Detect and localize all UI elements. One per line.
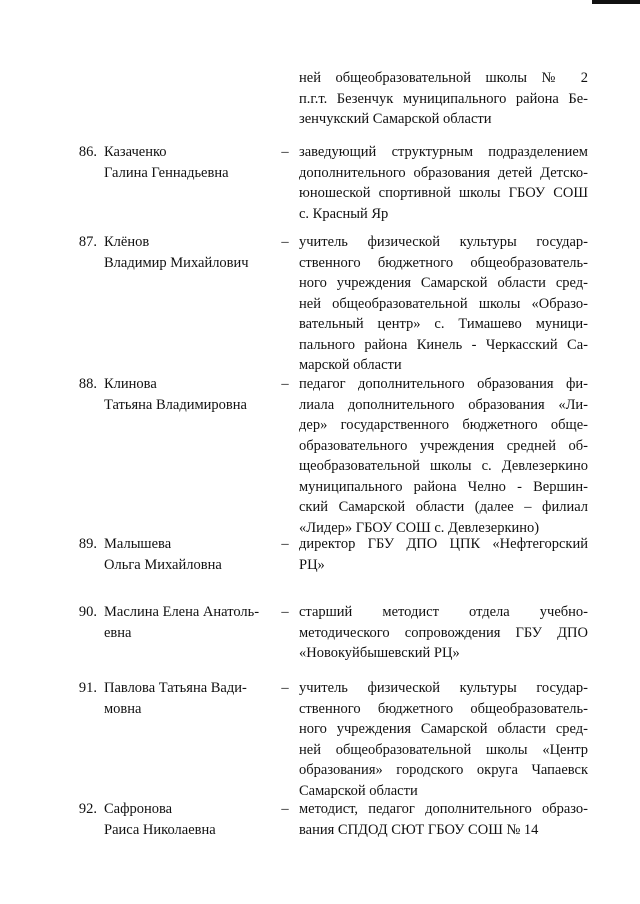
description-line: старший методист отдела учебно-	[299, 604, 588, 620]
entry-number: 89.	[78, 536, 97, 552]
description-line: образования» городского округа Чапаевск	[299, 762, 588, 778]
description-line: методического сопровождения ГБУ ДПО	[299, 624, 588, 641]
entry-number: 86.	[78, 144, 97, 160]
entry-dash: –	[281, 144, 289, 160]
description-line: вания СПДОД СЮТ ГБОУ СОШ № 14	[299, 821, 539, 838]
description-line: дополнительного образования детей Детско-	[299, 164, 588, 181]
entry-number: 90.	[78, 604, 97, 620]
entry-dash: –	[281, 604, 289, 620]
description-line: ственного бюджетного общеобразователь-	[299, 700, 588, 717]
entry-dash: –	[281, 680, 289, 696]
description-line: «Новокуйбышевский РЦ»	[299, 645, 460, 661]
entry-description	[299, 799, 588, 840]
description-line: ного учреждения Самарской области сред-	[299, 721, 588, 737]
description-line: РЦ»	[299, 556, 325, 573]
description-line: учитель физической культуры государ-	[299, 680, 588, 696]
entry-dash: –	[281, 536, 289, 552]
description-line: марской области	[299, 357, 402, 373]
continuation-line: ней общеобразовательной школы № 2	[299, 70, 588, 86]
entry-dash: –	[281, 234, 289, 250]
entry-name: Павлова Татьяна Вади- мовна	[104, 680, 247, 717]
entry-name: Казаченко Галина Геннадьевна	[104, 144, 229, 181]
entry-description	[299, 374, 588, 538]
description-line: методист, педагог дополнительного образо-	[299, 801, 588, 817]
description-line: муниципального района Челно - Вершин-	[299, 478, 588, 495]
description-line: с. Красный Яр	[299, 205, 389, 222]
entry-name: Клинова Татьяна Владимировна	[104, 376, 247, 413]
entry-description	[299, 232, 588, 376]
description-line: ного учреждения Самарской области сред-	[299, 275, 588, 291]
entry-dash: –	[281, 376, 289, 392]
entry-description	[299, 534, 588, 575]
entry-description	[299, 142, 588, 224]
description-line: заведующий структурным подразделением	[299, 144, 588, 160]
entry-number: 87.	[78, 234, 97, 250]
description-line: директор ГБУ ДПО ЦПК «Нефтегорский	[299, 536, 588, 552]
entry-description	[299, 602, 588, 664]
continuation-line: п.г.т. Безенчук муниципального района Бе-	[299, 90, 588, 107]
description-line: образовательного учреждения средней об-	[299, 437, 588, 454]
description-line: ский Самарской области (далее – филиал	[299, 499, 588, 515]
description-line: вательный центр» с. Тимашево муници-	[299, 316, 588, 332]
description-line: пального района Кинель - Черкасский Са-	[299, 336, 588, 353]
entry-description	[299, 678, 588, 801]
continuation-text	[299, 68, 588, 130]
entry-number: 88.	[78, 376, 97, 392]
description-line: Самарской области	[299, 782, 418, 799]
description-line: учитель физической культуры государ-	[299, 234, 588, 250]
description-line: ственного бюджетного общеобразователь-	[299, 254, 588, 271]
entry-dash: –	[281, 801, 289, 817]
continuation-line: зенчукский Самарской области	[299, 111, 492, 127]
entry-name: Клёнов Владимир Михайлович	[104, 234, 249, 271]
entry-number: 91.	[78, 680, 97, 696]
description-line: педагог дополнительного образования фи-	[299, 376, 588, 392]
description-line: ней общеобразовательной школы «Центр	[299, 741, 588, 758]
entry-name: Сафронова Раиса Николаевна	[104, 801, 216, 838]
entry-number: 92.	[78, 801, 97, 817]
description-line: «Лидер» ГБОУ СОШ с. Девлезеркино)	[299, 519, 540, 536]
entry-name: Малышева Ольга Михайловна	[104, 536, 222, 573]
description-line: лиала дополнительного образования «Ли-	[299, 396, 588, 413]
description-line: юношеской спортивной школы ГБОУ СОШ	[299, 185, 588, 201]
entry-name: Маслина Елена Анатоль- евна	[104, 604, 260, 641]
description-line: дер» государственного бюджетного обще-	[299, 417, 588, 433]
description-line: щеобразовательной школы с. Девлезеркино	[299, 458, 588, 474]
description-line: ней общеобразовательной школы «Образо-	[299, 295, 588, 312]
